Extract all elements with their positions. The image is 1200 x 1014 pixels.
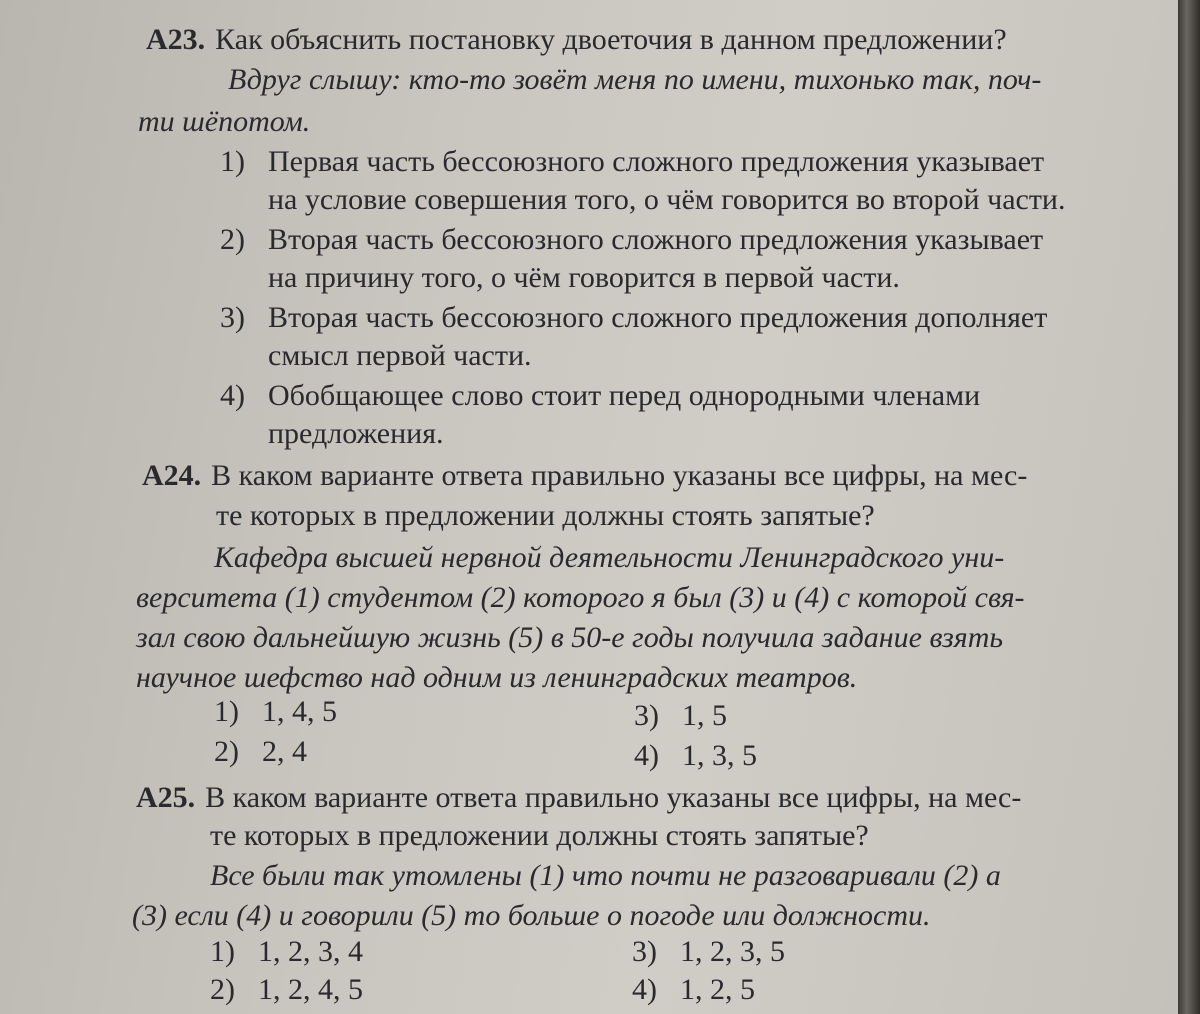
question-a23 — [146, 22, 1007, 58]
answer-option-3[interactable] — [220, 300, 1047, 336]
option-text-cont: на условие совершения того, о чём говорится во второй части. — [268, 183, 1066, 216]
answer-option-4[interactable] — [634, 738, 757, 774]
example-sentence-line: Кафедра высшей нервной деятельности Ленинградского уни- — [214, 541, 1005, 574]
option-number: 2) — [214, 735, 239, 768]
question-text-cont: те которых в предложении должны стоять запятые? — [210, 819, 869, 852]
option-text: Первая часть бессоюзного сложного предложения указывает — [268, 145, 1045, 178]
option-number: 3) — [632, 935, 657, 968]
option-number: 4) — [220, 379, 245, 412]
page-edge — [1178, 0, 1200, 1014]
answer-option-4[interactable] — [220, 378, 980, 414]
question-a24 — [142, 458, 1027, 494]
option-number: 3) — [220, 301, 245, 334]
option-number: 2) — [210, 973, 235, 1006]
question-text: В каком варианте ответа правильно указаны все цифры, на мес- — [205, 781, 1022, 814]
option-text-cont: смысл первой части. — [268, 339, 532, 372]
answer-option-2[interactable] — [210, 972, 363, 1008]
option-text: 1, 2, 5 — [680, 973, 755, 1006]
option-text: 1, 5 — [682, 699, 727, 732]
answer-option-3[interactable] — [632, 934, 785, 970]
answer-option-4[interactable] — [632, 972, 755, 1008]
question-text: Как объяснить постановку двоеточия в данном предложении? — [215, 23, 1007, 56]
answer-option-1[interactable] — [220, 144, 1044, 180]
option-text: Вторая часть бессоюзного сложного предложения указывает — [268, 223, 1044, 256]
option-number: 4) — [634, 739, 659, 772]
answer-option-1[interactable] — [210, 934, 363, 970]
option-number: 1) — [210, 935, 235, 968]
question-text: В каком варианте ответа правильно указаны все цифры, на мес- — [211, 459, 1028, 492]
option-text: 1, 2, 3, 5 — [680, 935, 785, 968]
example-sentence-line: верситета (1) студентом (2) которого я был (3) и (4) с которой свя- — [136, 581, 1025, 614]
option-text: Вторая часть бессоюзного сложного предложения дополняет — [268, 301, 1048, 334]
answer-option-1[interactable] — [214, 694, 337, 730]
question-number: А25. — [136, 781, 196, 814]
option-text: Обобщающее слово стоит перед однородными членами — [268, 379, 981, 412]
option-text: 1, 4, 5 — [262, 695, 337, 728]
option-number: 1) — [220, 145, 245, 178]
example-sentence-line: Все были так утомлены (1) что почти не разговаривали (2) а — [210, 859, 1001, 892]
example-sentence-line: зал свою дальнейшую жизнь (5) в 50-е годы получила задание взять — [136, 621, 1004, 654]
answer-option-2[interactable] — [220, 222, 1043, 258]
option-number: 3) — [634, 699, 659, 732]
example-sentence-line: (3) если (4) и говорили (5) то больше о погоде или должности. — [132, 899, 931, 932]
option-text: 1, 2, 4, 5 — [258, 973, 363, 1006]
option-text-cont: предложения. — [268, 417, 444, 450]
option-text: 2, 4 — [262, 735, 307, 768]
example-sentence-line: ти шёпотом. — [138, 105, 311, 138]
option-number: 4) — [632, 973, 657, 1006]
example-sentence-line: научное шефство над одним из ленинградских театров. — [136, 661, 858, 694]
option-number: 2) — [220, 223, 245, 256]
question-number: А24. — [142, 459, 202, 492]
option-text-cont: на причину того, о чём говорится в первой части. — [268, 261, 900, 294]
example-sentence-line: Вдруг слышу: кто-то зовёт меня по имени, тихонько так, поч- — [228, 63, 1042, 96]
answer-option-3[interactable] — [634, 698, 727, 734]
question-number: А23. — [146, 23, 206, 56]
option-text: 1, 2, 3, 4 — [258, 935, 363, 968]
option-text: 1, 3, 5 — [682, 739, 757, 772]
answer-option-2[interactable] — [214, 734, 307, 770]
question-text-cont: те которых в предложении должны стоять запятые? — [216, 499, 875, 532]
question-a25 — [136, 780, 1021, 816]
option-number: 1) — [214, 695, 239, 728]
